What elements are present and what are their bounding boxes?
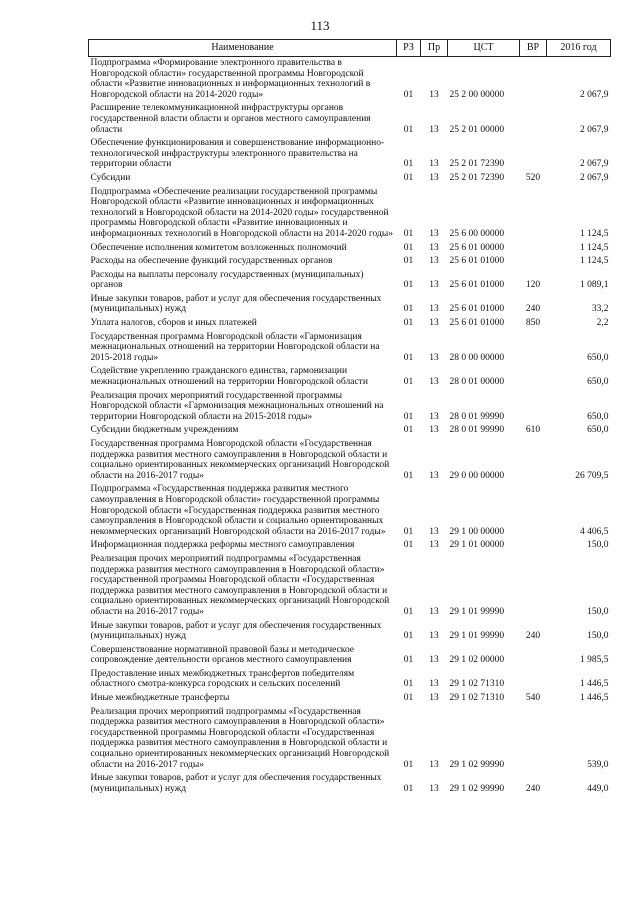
row-amount: 650,0: [587, 352, 609, 363]
row-name: Информационная поддержка реформы местного самоуправления: [90, 540, 355, 551]
row-rz: 01: [403, 425, 414, 436]
row-vr: [520, 57, 547, 103]
row-cst: 29 1 01 99990: [449, 631, 505, 642]
row-vr: 540: [525, 693, 541, 704]
row-amount: 449,0: [587, 783, 609, 794]
table-row: [89, 293, 611, 317]
row-cst: 29 1 01 00000: [449, 540, 505, 551]
budget-table: [88, 39, 611, 796]
row-pr: 13: [429, 280, 439, 291]
row-rz: 01: [403, 318, 414, 329]
row-rz: 01: [403, 377, 414, 388]
row-name: Подпрограмма «Обеспечение реализации государственной программы Новгородской области «Развитие инновационных и информационных технологий в Новгородской области на 2014-2020 годы» государственной программы Новгородской области «Развитие инновационных и информационных технологий в Новгородской области на 2014-2020 годы»: [90, 186, 394, 239]
row-name: Расходы на обеспечение функций государственных органов: [90, 256, 333, 267]
table-row: [89, 102, 611, 137]
table-row: [89, 57, 611, 103]
row-name: Обеспечение исполнения комитетом возложенных полномочий: [90, 242, 347, 253]
row-pr: 13: [429, 540, 439, 551]
row-rz: 01: [403, 693, 414, 704]
row-vr: 240: [525, 631, 541, 642]
row-rz: 01: [403, 679, 414, 690]
row-cst: 29 1 02 71310: [449, 679, 505, 690]
row-cst: 28 0 01 99990: [449, 411, 505, 422]
row-rz: 01: [403, 256, 414, 267]
row-pr: 13: [429, 606, 439, 617]
row-amount: 1 124,5: [580, 242, 609, 253]
row-name: Иные закупки товаров, работ и услуг для обеспечения государственных (муниципальных) нужд: [90, 293, 382, 315]
row-vr: [520, 668, 547, 692]
row-amount: 150,0: [587, 540, 609, 551]
row-rz: 01: [403, 631, 414, 642]
row-rz: 01: [403, 655, 414, 666]
row-amount: 26 709,5: [575, 470, 609, 481]
table-row: [89, 438, 611, 483]
row-vr: 850: [525, 318, 541, 329]
row-amount: 1 985,5: [580, 655, 609, 666]
table-row: [89, 269, 611, 293]
row-cst: 25 2 01 72390: [449, 172, 505, 183]
row-pr: 13: [429, 228, 439, 239]
row-name: Обеспечение функционирования и совершенствование информационно-технологической инфраструктуры электронного правительства на территории области: [90, 138, 385, 170]
table-row: [89, 317, 611, 331]
row-amount: 1 446,5: [580, 693, 609, 704]
row-cst: 28 0 00 00000: [449, 352, 505, 363]
row-cst: 25 2 01 72390: [449, 159, 505, 170]
row-name: Уплата налогов, сборов и иных платежей: [90, 318, 257, 329]
row-cst: 29 1 02 99990: [449, 783, 505, 794]
row-name: Субсидии бюджетным учреждениям: [90, 425, 239, 436]
header-vr: ВР: [520, 40, 547, 57]
row-pr: 13: [429, 304, 439, 315]
row-amount: 1 124,5: [580, 256, 609, 267]
row-amount: 2 067,9: [580, 159, 609, 170]
row-cst: 25 6 01 01000: [449, 318, 505, 329]
row-name: Расширение телекоммуникационной инфраструктуры органов государственной власти области и органов местного самоуправления области: [90, 103, 371, 135]
table-header-row: [89, 40, 611, 57]
row-rz: 01: [403, 159, 414, 170]
header-name: Наименование: [89, 40, 397, 57]
table-row: [89, 186, 611, 242]
row-rz: 01: [403, 124, 414, 135]
row-pr: 13: [429, 352, 439, 363]
table-row: [89, 424, 611, 438]
row-cst: 29 1 02 99990: [449, 759, 505, 770]
row-name: Совершенствование нормативной правовой базы и методическое сопровождение деятельности органов местного самоуправления: [90, 644, 355, 666]
table-row: [89, 620, 611, 644]
row-amount: 2 067,9: [580, 124, 609, 135]
page-number: 113: [310, 18, 330, 33]
row-name: Иные закупки товаров, работ и услуг для обеспечения государственных (муниципальных) нужд: [90, 773, 382, 794]
row-pr: 13: [429, 679, 439, 690]
row-name: Предоставление иных межбюджетных трансфертов победителям областного смотра-конкурса городских и сельских поселений: [90, 668, 355, 690]
row-pr: 13: [429, 377, 439, 388]
row-pr: 13: [429, 759, 439, 770]
row-rz: 01: [403, 89, 414, 100]
row-name: Реализация прочих мероприятий государственной программы Новгородской области «Гармонизация межнациональных отношений на территории Новгородской области на 2015-2018 годы»: [90, 390, 384, 422]
row-cst: 25 6 01 01000: [449, 256, 505, 267]
table-row: [89, 692, 611, 706]
row-rz: 01: [403, 242, 414, 253]
row-vr: [520, 186, 547, 242]
row-vr: [520, 390, 547, 425]
row-vr: [520, 255, 547, 269]
row-amount: 1 124,5: [580, 228, 609, 239]
table-row: [89, 242, 611, 256]
row-pr: 13: [429, 159, 439, 170]
row-pr: 13: [429, 256, 439, 267]
row-pr: 13: [429, 783, 439, 794]
row-name: Иные межбюджетные трансферты: [90, 693, 230, 704]
row-vr: 520: [525, 172, 541, 183]
row-amount: 1 446,5: [580, 679, 609, 690]
row-vr: [520, 137, 547, 172]
row-pr: 13: [429, 242, 439, 253]
row-vr: [520, 365, 547, 389]
row-amount: 4 406,5: [580, 526, 609, 537]
row-pr: 13: [429, 655, 439, 666]
row-name: Подпрограмма «Государственная поддержка развития местного самоуправления в Новгородской области» государственной программы Новгородской области «Государственная поддержка развития местного самоуправления в Новгородской области и социально ориентированных некоммерческих организаций Новгородской области на 2016-2017 годы»: [90, 484, 386, 537]
row-rz: 01: [403, 526, 414, 537]
row-rz: 01: [403, 540, 414, 551]
table-row: [89, 706, 611, 773]
row-rz: 01: [403, 304, 414, 315]
row-pr: 13: [429, 411, 439, 422]
row-cst: 28 0 01 99990: [449, 425, 505, 436]
header-amount: 2016 год: [547, 40, 611, 57]
row-vr: [520, 438, 547, 483]
row-vr: 120: [525, 280, 541, 291]
header-pr: Пр: [421, 40, 448, 57]
row-cst: 29 1 02 71310: [449, 693, 505, 704]
row-vr: [520, 242, 547, 256]
row-amount: 1 089,1: [580, 280, 609, 291]
row-vr: [520, 553, 547, 620]
table-row: [89, 483, 611, 539]
row-name: Расходы на выплаты персоналу государственных (муниципальных) органов: [90, 269, 364, 291]
row-amount: 2 067,9: [580, 89, 609, 100]
header-rz: РЗ: [397, 40, 421, 57]
row-name: Подпрограмма «Формирование электронного правительства в Новгородской области» государственной программы Новгородской области «Развитие инновационных и информационных технологий в Новгородской области на 2014-2020 годы»: [90, 58, 371, 100]
row-rz: 01: [403, 411, 414, 422]
row-name: Субсидии: [90, 172, 131, 183]
row-vr: 240: [525, 783, 541, 794]
row-rz: 01: [403, 759, 414, 770]
row-vr: [520, 483, 547, 539]
row-rz: 01: [403, 280, 414, 291]
row-amount: 650,0: [587, 411, 609, 422]
row-name: Государственная программа Новгородской области «Гармонизация межнациональных отношений на территории Новгородской области на 2015-2018 годы»: [90, 331, 380, 363]
row-vr: [520, 706, 547, 773]
row-pr: 13: [429, 470, 439, 481]
row-amount: 33,2: [591, 304, 609, 315]
table-row: [89, 772, 611, 796]
row-pr: 13: [429, 124, 439, 135]
row-amount: 2,2: [596, 318, 609, 329]
row-name: Реализация прочих мероприятий подпрограммы «Государственная поддержка развития местного самоуправления в Новгородской области» государственной программы Новгородской области «Государственная поддержка развития местного самоуправления в Новгородской области и социально ориентированных некоммерческих организаций Новгородской области на 2016-2017 годы»: [90, 706, 390, 770]
row-cst: 25 6 01 01000: [449, 304, 505, 315]
row-cst: 29 1 00 00000: [449, 526, 505, 537]
row-amount: 150,0: [587, 606, 609, 617]
header-cst: ЦСТ: [448, 40, 520, 57]
row-name: Содействие укреплению гражданского единства, гармонизации межнациональных отношений на территории Новгородской области: [90, 366, 368, 388]
row-vr: 610: [525, 425, 541, 436]
table-row: [89, 390, 611, 425]
row-pr: 13: [429, 526, 439, 537]
row-vr: 240: [525, 304, 541, 315]
row-vr: [520, 331, 547, 366]
row-cst: 29 0 00 00000: [449, 470, 505, 481]
row-amount: 150,0: [587, 631, 609, 642]
row-rz: 01: [403, 352, 414, 363]
row-vr: [520, 539, 547, 553]
row-amount: 650,0: [587, 377, 609, 388]
row-pr: 13: [429, 425, 439, 436]
row-cst: 25 2 00 00000: [449, 89, 505, 100]
row-rz: 01: [403, 606, 414, 617]
row-cst: 25 6 01 00000: [449, 242, 505, 253]
row-rz: 01: [403, 783, 414, 794]
table-row: [89, 365, 611, 389]
row-pr: 13: [429, 318, 439, 329]
row-pr: 13: [429, 89, 439, 100]
row-pr: 13: [429, 172, 439, 183]
table-row: [89, 255, 611, 269]
row-rz: 01: [403, 470, 414, 481]
row-cst: 25 6 01 01000: [449, 280, 505, 291]
row-pr: 13: [429, 631, 439, 642]
row-amount: 2 067,9: [580, 172, 609, 183]
table-row: [89, 137, 611, 172]
table-row: [89, 331, 611, 366]
table-row: [89, 553, 611, 620]
row-amount: 539,0: [587, 759, 609, 770]
table-row: [89, 172, 611, 186]
row-name: Реализация прочих мероприятий подпрограммы «Государственная поддержка развития местного самоуправления в Новгородской области» государственной программы Новгородской области «Государственная поддержка развития местного самоуправления в Новгородской области и социально ориентированных некоммерческих организаций Новгородской области на 2016-2017 годы»: [90, 553, 390, 617]
table-row: [89, 668, 611, 692]
row-cst: 29 1 02 00000: [449, 655, 505, 666]
row-cst: 25 2 01 00000: [449, 124, 505, 135]
row-cst: 28 0 01 00000: [449, 377, 505, 388]
row-cst: 25 6 00 00000: [449, 228, 505, 239]
row-amount: 650,0: [587, 425, 609, 436]
table-row: [89, 644, 611, 668]
row-vr: [520, 102, 547, 137]
row-name: Иные закупки товаров, работ и услуг для обеспечения государственных (муниципальных) нужд: [90, 620, 382, 642]
row-pr: 13: [429, 693, 439, 704]
row-rz: 01: [403, 172, 414, 183]
row-cst: 29 1 01 99990: [449, 606, 505, 617]
table-row: [89, 539, 611, 553]
row-rz: 01: [403, 228, 414, 239]
row-name: Государственная программа Новгородской области «Государственная поддержка развития местного самоуправления в Новгородской области и социально ориентированных некоммерческих организаций Новгородской области на 2016-2017 годы»: [90, 439, 390, 481]
row-vr: [520, 644, 547, 668]
